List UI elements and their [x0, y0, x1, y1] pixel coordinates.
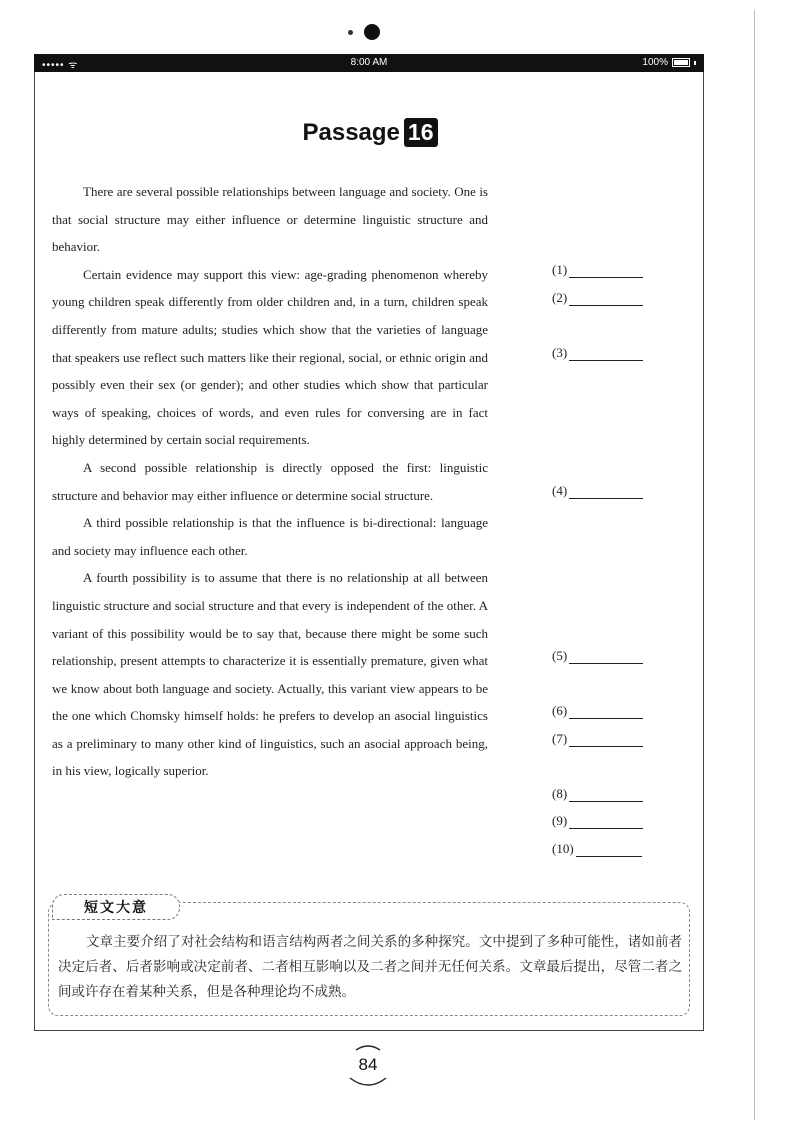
blank-number: (1) — [552, 262, 568, 277]
answer-blank[interactable] — [552, 703, 643, 719]
passage-title — [0, 118, 740, 147]
large-dot — [364, 24, 380, 40]
small-dot — [348, 30, 353, 35]
answer-blank[interactable] — [552, 483, 643, 499]
paragraph: There are several possible relationships between language and society. One is that social structure may either influence or determine linguistic structure and behavior. — [52, 184, 488, 255]
answer-blank[interactable] — [552, 813, 643, 829]
blank-number: (6) — [552, 703, 568, 718]
blank-line — [569, 293, 643, 306]
summary-label: 短文大意 — [52, 894, 180, 920]
blank-line — [569, 734, 643, 747]
passage-title-word: Passage — [302, 119, 400, 146]
page-number — [342, 1040, 394, 1090]
blank-number: (5) — [552, 648, 568, 663]
page-number-text: 84 — [358, 1055, 378, 1074]
blank-number: (10) — [552, 841, 574, 856]
blank-line — [569, 348, 643, 361]
page-edge-rule — [754, 10, 755, 1120]
paragraph: A second possible relationship is directly opposed the first: linguistic structure and behavior may either influence or determine social structure. — [52, 459, 488, 503]
answer-blank[interactable] — [552, 345, 643, 361]
answer-blank[interactable] — [552, 731, 643, 747]
answer-blank[interactable] — [552, 262, 643, 278]
battery-indicator — [642, 57, 696, 68]
top-decoration — [344, 22, 384, 42]
paragraph: Certain evidence may support this view: age-grading phenomenon whereby young children speak differently from older children and, in a turn, children speak differently from mature adults; studies which show that the varieties of language that speakers use reflect such matters like their regional, social, or ethnic origin and possibly even their sex (or gender); and other studies which show that particular ways of speaking, choices of words, and even rules for conversing are in fact highly determined by certain social requirements. — [52, 266, 488, 448]
blank-line — [569, 789, 643, 802]
answer-blank[interactable] — [552, 290, 643, 306]
summary-text: 文章主要介绍了对社会结构和语言结构两者之间关系的多种探究。文中提到了多种可能性，诸如前者决定后者、后者影响或决定前者、二者相互影响以及二者之间并无任何关系。文章最后提出，尽管二者之间或许存在着某种关系，但是各种理论均不成熟。 — [58, 934, 682, 1000]
blank-number: (7) — [552, 731, 568, 746]
answer-blank[interactable] — [552, 648, 643, 664]
blank-line — [569, 486, 643, 499]
blank-line — [569, 706, 643, 719]
paragraph: A third possible relationship is that the influence is bi-directional: language and society may influence each other. — [52, 515, 488, 558]
blank-number: (9) — [552, 813, 568, 828]
blank-number: (2) — [552, 290, 568, 305]
paragraph: A fourth possibility is to assume that there is no relationship at all between linguistic structure and social structure and that every is independent of the other. A variant of this possibility would be to say that, because there might be some such relationship, present attempts to characterize it is essentially premature, given what we know about both language and society. Actually, this variant view appears to be the one which Chomsky himself holds: he prefers to develop an asocial linguistics as a preliminary to many other kind of linguistics, such an asocial approach being, in his view, logically superior. — [52, 570, 488, 779]
signal-indicator: ••••• ᯤ — [42, 60, 79, 71]
passage-number-badge: 16 — [404, 118, 438, 147]
blank-number: (4) — [552, 483, 568, 498]
blank-line — [569, 265, 643, 278]
blank-line — [569, 651, 643, 664]
battery-icon — [672, 58, 690, 67]
passage-body — [52, 178, 488, 785]
status-time: 8:00 AM — [350, 57, 388, 68]
blank-number: (3) — [552, 345, 568, 360]
blank-line — [569, 816, 643, 829]
battery-tip — [694, 61, 696, 65]
battery-percent: 100% — [642, 57, 668, 68]
blank-number: (8) — [552, 786, 568, 801]
status-bar — [34, 54, 704, 72]
blank-line — [576, 844, 642, 857]
answer-blank[interactable] — [552, 786, 643, 802]
answer-blank[interactable] — [552, 841, 642, 857]
